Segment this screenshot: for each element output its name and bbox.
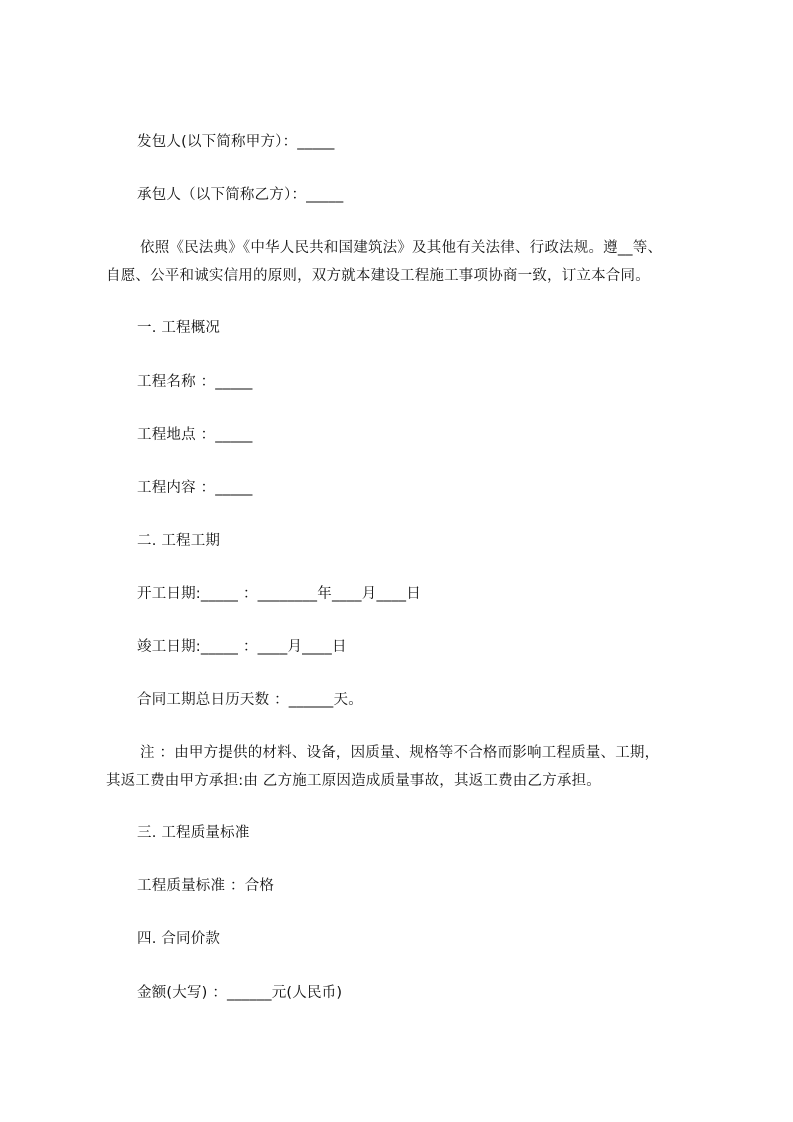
party-b-line: 承包人（以下简称乙方）：_____ — [137, 187, 344, 203]
section-3-heading: 三. 工程质量标准 — [137, 825, 250, 841]
project-name-line: 工程名称 ：_____ — [137, 374, 253, 390]
quality-standard-line: 工程质量标准 ：合格 — [137, 878, 275, 894]
section-1-heading: 一. 工程概况 — [137, 320, 221, 336]
end-date-line: 竣工日期:_____ ：____月____日 — [137, 639, 347, 655]
preamble-line-2: 自愿、公平和诚实信用的原则，双方就本建设工程施工事项协商一致，订立本合同。 — [106, 268, 650, 284]
preamble-line-1: 依照《民法典》《中华人民共和国建筑法》及其他有关法律、行政法规。遵__等、 — [140, 240, 663, 256]
note-line-1: 注 ：由甲方提供的材料、设备，因质量、规格等不合格而影响工程质量、工期， — [140, 745, 660, 761]
project-content-line: 工程内容 ：_____ — [137, 480, 253, 496]
note-line-2: 其返工费由甲方承担:由 乙方施工原因造成质量事故，其返工费由乙方承担。 — [106, 773, 601, 789]
start-date-line: 开工日期:_____ ：________年____月____日 — [137, 586, 421, 602]
project-location-line: 工程地点 ：_____ — [137, 427, 253, 443]
section-4-heading: 四. 合同价款 — [137, 931, 221, 947]
contract-amount-line: 金额(大写) ：______元(人民币) — [137, 985, 343, 1001]
section-2-heading: 二. 工程工期 — [137, 533, 221, 549]
total-days-line: 合同工期总日历天数 ：______天。 — [137, 692, 363, 708]
party-a-line: 发包人(以下简称甲方）：_____ — [137, 134, 335, 150]
